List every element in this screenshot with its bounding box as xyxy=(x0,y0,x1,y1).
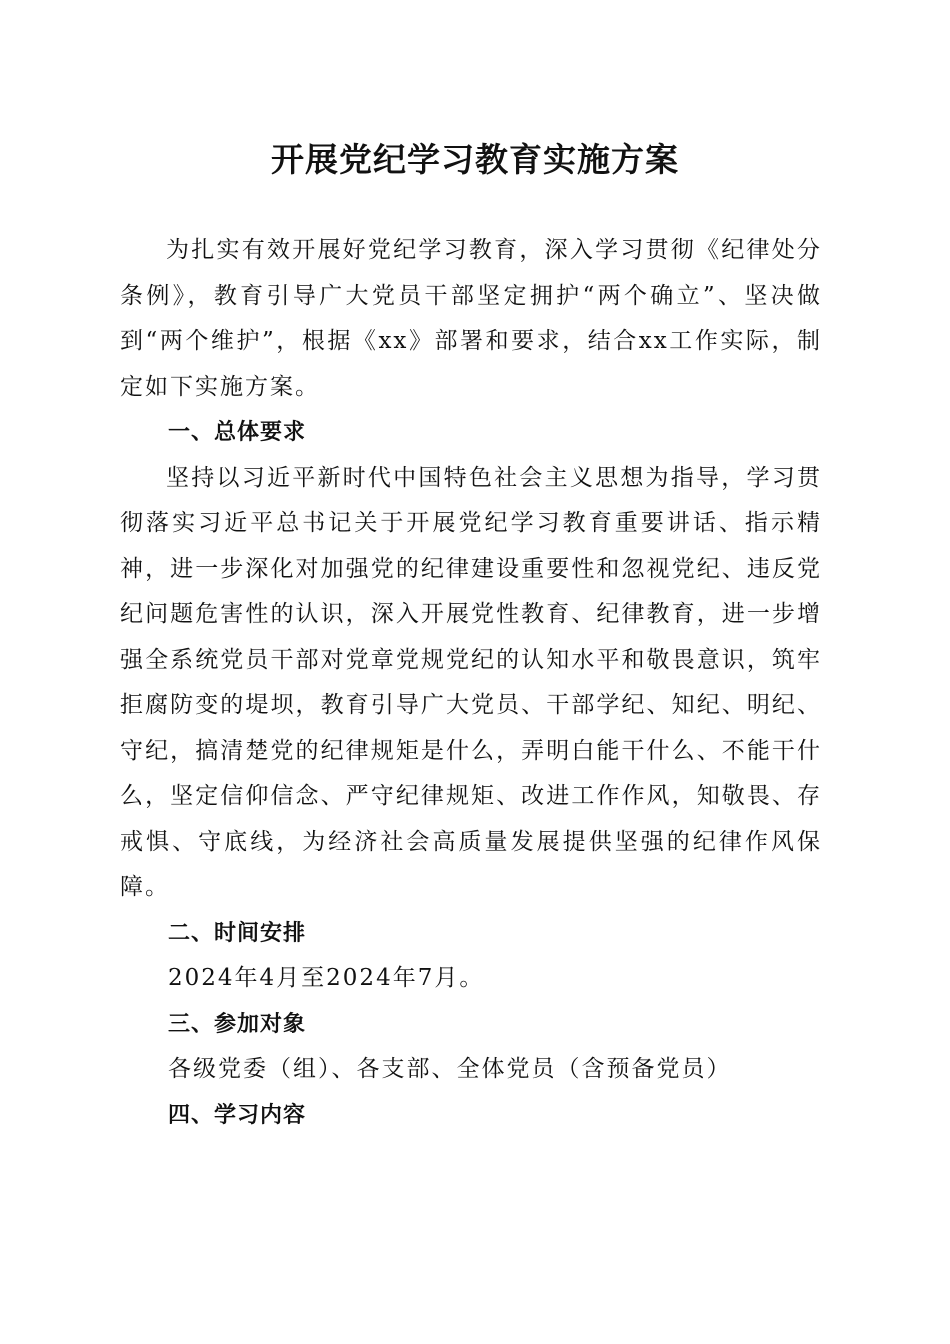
section-heading-overall-requirements: 一、总体要求 xyxy=(168,420,307,445)
section-heading-schedule: 二、时间安排 xyxy=(168,920,307,946)
section-text-overall-requirements: 坚持以习近平新时代中国特色社会主义思想为指导，学习贯彻落实习近平总书记关于开展党纪学习教育重要讲话、指示精神，进一步深化对加强党的纪律建设重要性和忽视党纪、违反党纪问题危害性的认识，深入开展党性教育、纪律教育，进一步增强全系统党员干部对党章党规党纪的认知水平和敬畏意识，筑牢拒腐防变的堤坝，教育引导广大党员、干部学纪、知纪、明纪、守纪，搞清楚党的纪律规矩是什么，弄明白能干什么、不能干什么，坚定信仰信念、严守纪律规矩、改进工作作风，知敬畏、存戒惧、守底线，为经济社会高质量发展提供坚强的纪律作风保障。 xyxy=(120,464,822,900)
document-title: 开展党纪学习教育实施方案 xyxy=(271,140,679,179)
document-body xyxy=(120,228,822,1138)
section-heading-participants: 三、参加对象 xyxy=(168,1011,307,1037)
intro-paragraph: 为扎实有效开展好党纪学习教育，深入学习贯彻《纪律处分条例》，教育引导广大党员干部坚定拥护“两个确立”、坚决做到“两个维护”，根据《xx》部署和要求，结合xx工作实际，制定如下实施方案。 xyxy=(120,237,822,400)
section-text-participants: 各级党委（组）、各支部、全体党员（含预备党员） xyxy=(168,1056,732,1082)
section-text-schedule: 2024年4月至2024年7月。 xyxy=(168,965,485,991)
section-heading-study-content: 四、学习内容 xyxy=(168,1102,307,1128)
